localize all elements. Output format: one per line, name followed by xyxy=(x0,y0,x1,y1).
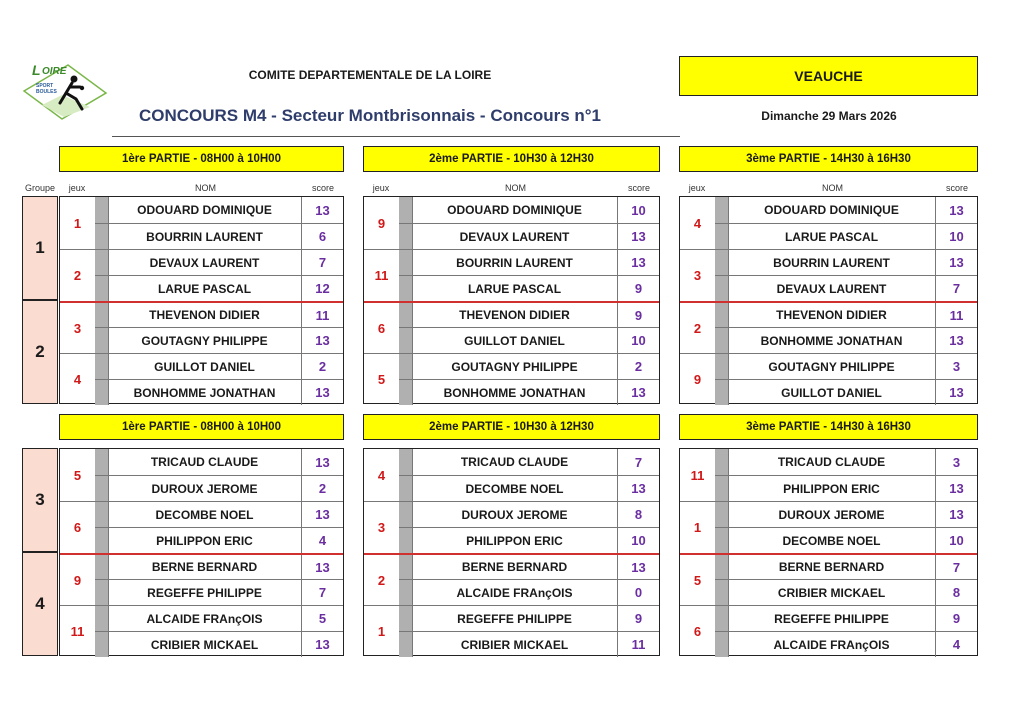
column-label-nom: NOM xyxy=(822,183,843,193)
jeu-number: 1 xyxy=(364,605,399,657)
jeu-number: 5 xyxy=(73,467,82,483)
player-name: ALCAIDE FRAnçOIS xyxy=(728,632,934,657)
player-score: 7 xyxy=(301,580,343,605)
row-marker xyxy=(399,449,412,475)
table-row xyxy=(95,631,343,657)
match-table-part-3 xyxy=(679,448,978,656)
player-name: TRICAUD CLAUDE xyxy=(108,449,300,475)
player-name: PHILIPPON ERIC xyxy=(728,476,934,501)
player-score: 10 xyxy=(617,528,659,553)
table-row xyxy=(95,223,343,249)
row-marker xyxy=(715,224,728,249)
player-score: 9 xyxy=(617,303,659,327)
player-score: 4 xyxy=(301,528,343,553)
row-marker xyxy=(715,449,728,475)
player-name: DECOMBE NOEL xyxy=(108,502,300,527)
player-score: 13 xyxy=(301,328,343,353)
row-marker xyxy=(715,580,728,605)
row-marker xyxy=(95,303,108,327)
column-label-nom: NOM xyxy=(505,183,526,193)
player-name: DEVAUX LAURENT xyxy=(412,224,616,249)
jeu-number: 5 xyxy=(364,353,399,405)
player-score: 13 xyxy=(301,555,343,579)
player-name: DUROUX JEROME xyxy=(728,502,934,527)
player-name: BOURRIN LAURENT xyxy=(728,250,934,275)
player-name: BERNE BERNARD xyxy=(108,555,300,579)
table-row xyxy=(399,353,659,379)
table-row xyxy=(399,553,659,579)
player-score: 7 xyxy=(301,250,343,275)
table-row xyxy=(715,553,977,579)
phase-header-2: 2ème PARTIE - 10H30 à 12H30 xyxy=(363,414,660,440)
phase-header-3: 3ème PARTIE - 14H30 à 16H30 xyxy=(679,414,978,440)
player-score: 3 xyxy=(935,354,977,379)
player-score: 7 xyxy=(935,276,977,301)
table-row xyxy=(95,353,343,379)
group-label xyxy=(22,300,58,404)
player-name: BONHOMME JONATHAN xyxy=(412,380,616,405)
player-score: 8 xyxy=(617,502,659,527)
row-marker xyxy=(95,380,108,405)
column-label-jeux: jeux xyxy=(68,183,86,193)
column-label-groupe: Groupe xyxy=(24,183,56,193)
player-name: GOUTAGNY PHILIPPE xyxy=(728,354,934,379)
player-score: 13 xyxy=(935,328,977,353)
player-name: LARUE PASCAL xyxy=(412,276,616,301)
jeu-number: 11 xyxy=(60,605,95,657)
row-marker xyxy=(95,449,108,475)
jeu-number: 1 xyxy=(680,501,715,553)
row-marker xyxy=(715,476,728,501)
title-divider xyxy=(112,136,680,137)
table-row xyxy=(95,527,343,553)
player-score: 3 xyxy=(935,449,977,475)
group-label xyxy=(22,552,58,656)
row-marker xyxy=(399,380,412,405)
row-marker xyxy=(399,606,412,631)
row-marker xyxy=(95,580,108,605)
table-row xyxy=(399,223,659,249)
row-marker xyxy=(399,632,412,657)
player-name: PHILIPPON ERIC xyxy=(412,528,616,553)
player-name: TRICAUD CLAUDE xyxy=(412,449,616,475)
player-name: DECOMBE NOEL xyxy=(728,528,934,553)
row-marker xyxy=(399,276,412,301)
player-score: 11 xyxy=(935,303,977,327)
table-row xyxy=(399,249,659,275)
jeu-number: 6 xyxy=(364,301,399,353)
table-row xyxy=(95,249,343,275)
row-marker xyxy=(399,476,412,501)
table-row xyxy=(399,501,659,527)
column-label-nom: NOM xyxy=(195,183,216,193)
row-marker xyxy=(399,303,412,327)
player-score: 10 xyxy=(617,328,659,353)
table-row xyxy=(715,301,977,327)
match-table-part-2 xyxy=(363,448,660,656)
jeu-number: 3 xyxy=(60,301,95,353)
table-row xyxy=(399,449,659,475)
player-score: 13 xyxy=(935,476,977,501)
player-score: 13 xyxy=(617,555,659,579)
player-score: 10 xyxy=(935,528,977,553)
player-name: THEVENON DIDIER xyxy=(412,303,616,327)
match-table-part-1 xyxy=(59,448,344,656)
table-row xyxy=(715,501,977,527)
jeu-number: 11 xyxy=(364,249,399,301)
player-score: 9 xyxy=(617,276,659,301)
row-marker xyxy=(399,580,412,605)
row-marker xyxy=(715,197,728,223)
player-name: BERNE BERNARD xyxy=(412,555,616,579)
row-marker xyxy=(715,528,728,553)
phase-header-3: 3ème PARTIE - 14H30 à 16H30 xyxy=(679,146,978,172)
player-score: 13 xyxy=(301,197,343,223)
player-score: 13 xyxy=(935,380,977,405)
table-row xyxy=(95,475,343,501)
table-row xyxy=(399,197,659,223)
player-score: 13 xyxy=(617,380,659,405)
jeu-number: 4 xyxy=(377,467,386,483)
table-row xyxy=(95,501,343,527)
row-marker xyxy=(399,224,412,249)
table-row xyxy=(715,631,977,657)
player-name: ODOUARD DOMINIQUE xyxy=(728,197,934,223)
player-score: 10 xyxy=(617,197,659,223)
table-row xyxy=(715,527,977,553)
player-score: 10 xyxy=(935,224,977,249)
table-row xyxy=(715,249,977,275)
jeu-number: 3 xyxy=(364,501,399,553)
player-name: GUILLOT DANIEL xyxy=(412,328,616,353)
jeu-number: 9 xyxy=(377,215,386,231)
player-score: 13 xyxy=(617,250,659,275)
table-row xyxy=(715,353,977,379)
player-score: 11 xyxy=(617,632,659,657)
row-marker xyxy=(715,555,728,579)
row-marker xyxy=(715,502,728,527)
player-score: 13 xyxy=(617,224,659,249)
row-marker xyxy=(715,380,728,405)
column-label-jeux: jeux xyxy=(688,183,706,193)
phase-header-1: 1ère PARTIE - 08H00 à 10H00 xyxy=(59,146,344,172)
row-marker xyxy=(95,476,108,501)
table-row xyxy=(715,223,977,249)
match-table-part-3 xyxy=(679,196,978,404)
match-table-part-2 xyxy=(363,196,660,404)
phase-header-2: 2ème PARTIE - 10H30 à 12H30 xyxy=(363,146,660,172)
player-name: CRIBIER MICKAEL xyxy=(108,632,300,657)
jeu-number: 2 xyxy=(680,301,715,353)
row-marker xyxy=(95,224,108,249)
group-number: 4 xyxy=(35,594,45,613)
jeu-number: 11 xyxy=(690,467,705,483)
table-row xyxy=(95,579,343,605)
svg-text:SPORT: SPORT xyxy=(36,83,54,89)
loire-sport-boules-logo xyxy=(20,57,108,123)
player-name: BONHOMME JONATHAN xyxy=(728,328,934,353)
player-score: 13 xyxy=(935,250,977,275)
row-marker xyxy=(95,502,108,527)
group-number: 1 xyxy=(35,238,45,257)
player-name: ODOUARD DOMINIQUE xyxy=(108,197,300,223)
jeu-number: 9 xyxy=(680,353,715,405)
player-score: 13 xyxy=(301,502,343,527)
table-row xyxy=(715,449,977,475)
svg-text:OIRE: OIRE xyxy=(42,66,67,77)
player-name: DEVAUX LAURENT xyxy=(728,276,934,301)
player-name: GOUTAGNY PHILIPPE xyxy=(108,328,300,353)
section-1 xyxy=(0,146,1024,400)
table-row xyxy=(95,379,343,405)
committee-name: COMITE DEPARTEMENTALE DE LA LOIRE xyxy=(248,68,492,82)
table-row xyxy=(399,605,659,631)
jeu-number: 4 xyxy=(60,353,95,405)
player-score: 9 xyxy=(617,606,659,631)
table-row xyxy=(715,327,977,353)
jeu-number: 6 xyxy=(680,605,715,657)
table-row xyxy=(399,379,659,405)
column-label-score: score xyxy=(311,183,334,193)
row-marker xyxy=(95,528,108,553)
player-name: ALCAIDE FRAnçOIS xyxy=(412,580,616,605)
table-row xyxy=(399,327,659,353)
svg-text:BOULES: BOULES xyxy=(36,89,57,95)
row-marker xyxy=(399,354,412,379)
row-marker xyxy=(95,276,108,301)
row-marker xyxy=(399,555,412,579)
player-name: CRIBIER MICKAEL xyxy=(412,632,616,657)
jeu-number: 2 xyxy=(60,249,95,301)
table-row xyxy=(399,631,659,657)
row-marker xyxy=(95,632,108,657)
table-row xyxy=(399,475,659,501)
player-score: 13 xyxy=(935,197,977,223)
player-score: 9 xyxy=(935,606,977,631)
player-name: REGEFFE PHILIPPE xyxy=(728,606,934,631)
table-row xyxy=(95,553,343,579)
table-row xyxy=(95,449,343,475)
row-marker xyxy=(95,354,108,379)
table-row xyxy=(95,327,343,353)
table-row xyxy=(715,197,977,223)
player-name: LARUE PASCAL xyxy=(728,224,934,249)
venue-box xyxy=(679,56,978,96)
table-row xyxy=(95,301,343,327)
player-name: THEVENON DIDIER xyxy=(108,303,300,327)
group-number: 3 xyxy=(35,490,45,509)
player-score: 13 xyxy=(935,502,977,527)
row-marker xyxy=(715,276,728,301)
player-score: 13 xyxy=(301,449,343,475)
match-table-part-1 xyxy=(59,196,344,404)
jeu-number: 5 xyxy=(680,553,715,605)
player-name: CRIBIER MICKAEL xyxy=(728,580,934,605)
player-name: DEVAUX LAURENT xyxy=(108,250,300,275)
jeu-number: 6 xyxy=(60,501,95,553)
table-row xyxy=(715,275,977,301)
table-row xyxy=(715,379,977,405)
jeu-number: 9 xyxy=(60,553,95,605)
player-name: LARUE PASCAL xyxy=(108,276,300,301)
svg-text:L: L xyxy=(32,62,41,78)
player-name: PHILIPPON ERIC xyxy=(108,528,300,553)
player-name: BONHOMME JONATHAN xyxy=(108,380,300,405)
player-score: 7 xyxy=(617,449,659,475)
table-row xyxy=(95,275,343,301)
player-score: 5 xyxy=(301,606,343,631)
table-row xyxy=(715,475,977,501)
player-score: 12 xyxy=(301,276,343,301)
row-marker xyxy=(399,502,412,527)
player-score: 11 xyxy=(301,303,343,327)
table-row xyxy=(95,605,343,631)
row-marker xyxy=(715,328,728,353)
player-score: 8 xyxy=(935,580,977,605)
player-name: TRICAUD CLAUDE xyxy=(728,449,934,475)
player-name: DUROUX JEROME xyxy=(412,502,616,527)
player-name: DUROUX JEROME xyxy=(108,476,300,501)
player-score: 2 xyxy=(301,354,343,379)
player-name: BOURRIN LAURENT xyxy=(412,250,616,275)
row-marker xyxy=(715,632,728,657)
table-row xyxy=(715,605,977,631)
player-score: 13 xyxy=(301,632,343,657)
jeu-number: 1 xyxy=(73,215,82,231)
row-marker xyxy=(399,250,412,275)
phase-header-1: 1ère PARTIE - 08H00 à 10H00 xyxy=(59,414,344,440)
row-marker xyxy=(95,250,108,275)
row-marker xyxy=(95,555,108,579)
player-name: ALCAIDE FRAnçOIS xyxy=(108,606,300,631)
player-name: THEVENON DIDIER xyxy=(728,303,934,327)
column-label-jeux: jeux xyxy=(372,183,390,193)
competition-title: CONCOURS M4 - Secteur Montbrisonnais - Concours n°1 xyxy=(138,106,602,125)
row-marker xyxy=(715,303,728,327)
player-score: 0 xyxy=(617,580,659,605)
column-label-score: score xyxy=(627,183,650,193)
row-marker xyxy=(95,606,108,631)
player-name: GUILLOT DANIEL xyxy=(108,354,300,379)
row-marker xyxy=(715,354,728,379)
player-score: 2 xyxy=(617,354,659,379)
player-score: 7 xyxy=(935,555,977,579)
player-score: 13 xyxy=(301,380,343,405)
venue-name: VEAUCHE xyxy=(794,68,863,84)
jeu-number: 3 xyxy=(680,249,715,301)
player-name: GOUTAGNY PHILIPPE xyxy=(412,354,616,379)
table-row xyxy=(399,579,659,605)
player-name: BOURRIN LAURENT xyxy=(108,224,300,249)
player-score: 4 xyxy=(935,632,977,657)
group-number: 2 xyxy=(35,342,45,361)
jeu-number: 2 xyxy=(364,553,399,605)
player-score: 6 xyxy=(301,224,343,249)
row-marker xyxy=(95,328,108,353)
player-name: GUILLOT DANIEL xyxy=(728,380,934,405)
table-row xyxy=(715,579,977,605)
player-name: ODOUARD DOMINIQUE xyxy=(412,197,616,223)
player-score: 13 xyxy=(617,476,659,501)
row-marker xyxy=(715,250,728,275)
row-marker xyxy=(95,197,108,223)
column-label-score: score xyxy=(945,183,968,193)
group-label xyxy=(22,196,58,300)
player-name: BERNE BERNARD xyxy=(728,555,934,579)
table-row xyxy=(399,275,659,301)
player-name: REGEFFE PHILIPPE xyxy=(108,580,300,605)
player-score: 2 xyxy=(301,476,343,501)
table-row xyxy=(399,527,659,553)
section-2 xyxy=(0,414,1024,664)
player-name: REGEFFE PHILIPPE xyxy=(412,606,616,631)
group-label xyxy=(22,448,58,552)
event-date: Dimanche 29 Mars 2026 xyxy=(761,109,897,123)
row-marker xyxy=(399,197,412,223)
player-name: DECOMBE NOEL xyxy=(412,476,616,501)
jeu-number: 4 xyxy=(693,215,702,231)
table-row xyxy=(95,197,343,223)
row-marker xyxy=(399,328,412,353)
row-marker xyxy=(715,606,728,631)
table-row xyxy=(399,301,659,327)
row-marker xyxy=(399,528,412,553)
